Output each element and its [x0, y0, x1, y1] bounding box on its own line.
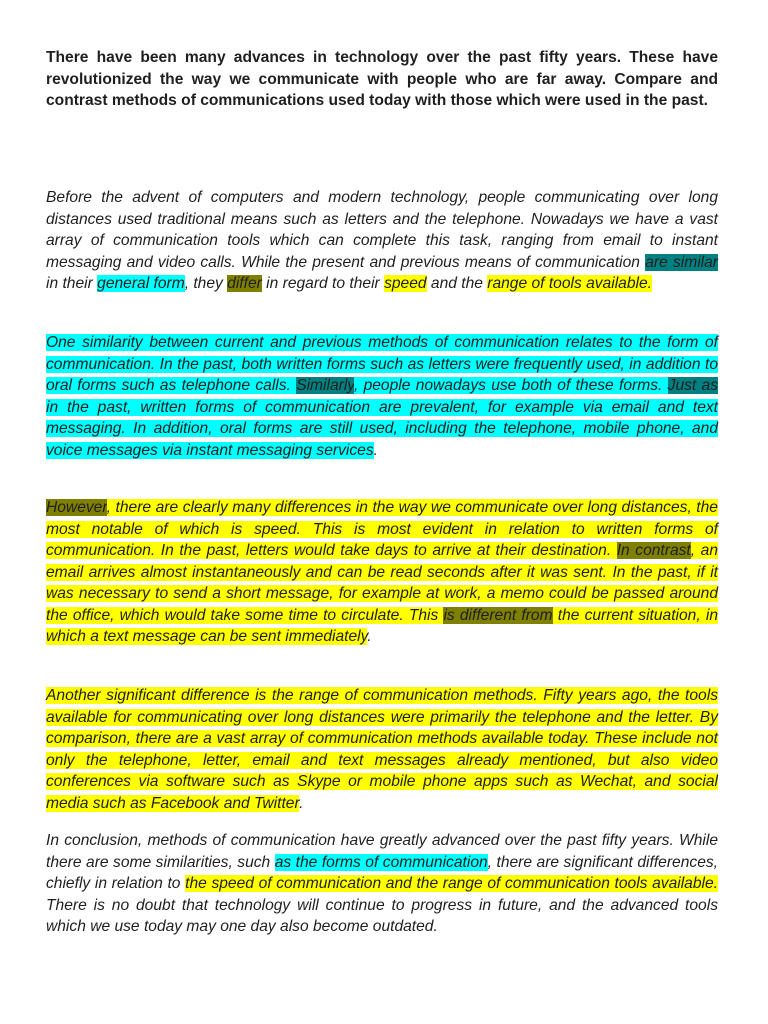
highlight-is-different-from: is different from [443, 606, 553, 624]
highlight-however: However [46, 499, 107, 516]
highlight-speed: speed [384, 275, 427, 292]
similarity-paragraph [46, 332, 718, 461]
highlight-forms-of-communication: as the forms of communication [274, 853, 488, 871]
speed-text-3: the current situation, in which a text message can be sent immediately [46, 606, 718, 645]
intro-text-1: Before the advent of computers and modern technology, people communicating over long distances used traditional means such as letters and the telephone. Nowadays we have a vast array of communication tools which can complete this task, ranging from email to instant messaging and video calls. While the present and previous means of communication [46, 189, 718, 271]
highlight-differ: differ [227, 275, 262, 292]
similarity-text-1: One similarity between current and previous methods of communication relates to the form of communication. In the past, both written forms such as letters were frequently used, in addition to oral forms such as telephone calls. [46, 334, 718, 394]
highlight-in-contrast: In contrast [616, 542, 691, 559]
range-text-end: . [299, 794, 304, 812]
highlight-speed-and-range: the speed of communication and the range of communication tools available. [185, 875, 719, 892]
range-text-1: Another significant difference is the range of communication methods. Fifty years ago, the tools available for communicating over long distances were primarily the telephone and the letter. By comparison, there are a vast array of communication methods available today. These include not only the telephone, letter, email and text messages already mentioned, but also video conferences via software such as Skype or mobile phone apps such as Wechat, and social media such as Facebook and Twitter [46, 687, 718, 812]
highlight-general-form: general form [97, 275, 185, 292]
similarity-text-2: , people nowadays use both of these forms. [353, 377, 668, 394]
intro-text-5: and the [426, 275, 488, 292]
highlight-are-similar: are similar [645, 253, 718, 271]
essay-prompt-period: . [703, 92, 708, 109]
highlight-range-of-tools: range of tools available. [487, 275, 652, 292]
speed-text-end: . [367, 628, 372, 645]
range-difference-paragraph [46, 685, 718, 814]
similarity-text-end: . [373, 441, 378, 459]
intro-text-4: in regard to their [261, 275, 385, 292]
intro-text-3: , they [184, 275, 228, 292]
conclusion-paragraph [46, 830, 718, 938]
speed-difference-paragraph [46, 497, 718, 648]
conclusion-text-2: , there are significant differences, chiefly in relation to [46, 853, 718, 892]
conclusion-text-1: In conclusion, methods of communication have greatly advanced over the past fifty years. While there are some similarities, such [46, 832, 718, 871]
highlight-similarly: Similarly [296, 377, 354, 394]
similarity-text-3: in the past, written forms of communication are prevalent, for example via email and text messaging. In addition, oral forms are still used, including the telephone, mobile phone, and voice messages via instant messaging services [46, 398, 718, 459]
introduction-paragraph [46, 187, 718, 295]
intro-text-2: in their [46, 275, 98, 292]
conclusion-text-3: There is no doubt that technology will continue to progress in future, and the advanced tools which we use today may one day also become outdated. [46, 896, 718, 935]
speed-text-1: , there are clearly many differences in the way we communicate over long distances, the most notable of which is speed. This is most evident in relation to written forms of communication. In the past, letters would take days to arrive at their destination. [46, 499, 718, 559]
essay-prompt [46, 47, 718, 112]
highlight-just-as: Just as [667, 377, 719, 394]
essay-prompt-text: There have been many advances in technology over the past fifty years. These have revolutionized the way we communicate with people who are far away. Compare and contrast methods of communications used today with those which were used in the past [46, 49, 718, 109]
speed-text-2: , an email arrives almost instantaneously and can be read seconds after it was sent. In the past, if it was necessary to send a short message, for example at work, a memo could be passed around the office, which would take some time to circulate. This [46, 542, 719, 624]
